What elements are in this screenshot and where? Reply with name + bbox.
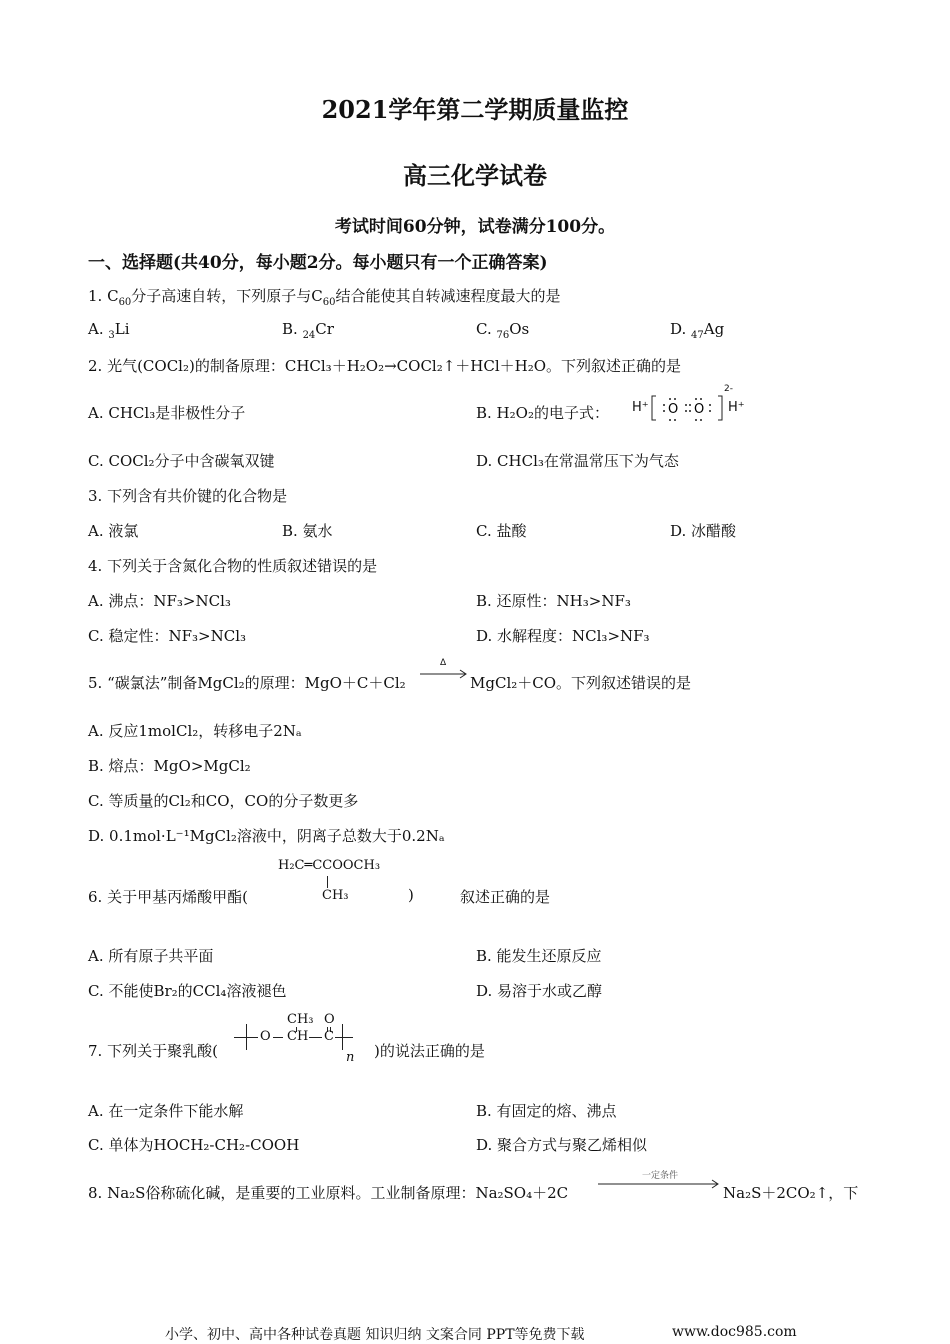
question-7-option-a: A. 在一定条件下能水解	[88, 1102, 244, 1120]
exam-subtitle: 高三化学试卷	[403, 161, 547, 190]
question-4-option-a: A. 沸点：NF₃>NCl₃	[88, 592, 231, 610]
question-6-stem-end: 叙述正确的是	[460, 888, 551, 906]
question-2-stem: 2. 光气(COCl₂)的制备原理：CHCl₃＋H₂O₂→COCl₂↑＋HCl＋H₂O。下列叙述正确的是	[88, 357, 682, 375]
question-4-option-c: C. 稳定性：NF₃>NCl₃	[88, 627, 247, 645]
question-6-option-c: C. 不能使Br₂的CCl₄溶液褪色	[88, 982, 287, 1000]
question-5-option-d: D. 0.1mol·L⁻¹MgCl₂溶液中，阴离子总数大于0.2Nₐ	[88, 827, 445, 845]
exam-title: 2021学年第二学期质量监控	[321, 95, 629, 124]
question-1-option-b: B. $_{24}$Cr	[282, 320, 334, 341]
question-1-option-c: C. $_{76}$Os	[476, 320, 530, 341]
heat-arrow: Δ	[420, 658, 468, 686]
question-5-stem-start: 5. “碳氯法”制备MgCl₂的原理：MgO＋C＋Cl₂	[88, 674, 406, 692]
question-3-option-a: A. 液氯	[88, 522, 139, 540]
question-5-option-b: B. 熔点：MgO>MgCl₂	[88, 757, 251, 775]
question-7-stem-start: 7. 下列关于聚乳酸(	[88, 1042, 218, 1060]
question-3-stem: 3. 下列含有共价键的化合物是	[88, 487, 288, 505]
peroxide-electron-formula: H⁺ O O 2- H⁺	[632, 390, 752, 426]
question-7-stem-end: )的说法正确的是	[374, 1042, 485, 1060]
question-2-option-d: D. CHCl₃在常温常压下为气态	[476, 452, 679, 470]
question-2-option-b: B. H₂O₂的电子式：	[476, 404, 609, 422]
polylactic-acid-structure: O CH₃ CH O C n	[232, 1012, 372, 1064]
exam-info: 考试时间60分钟，试卷满分100分。	[334, 217, 616, 237]
question-4-option-b: B. 还原性：NH₃>NF₃	[476, 592, 631, 610]
question-6-option-a: A. 所有原子共平面	[88, 947, 214, 965]
question-3-option-c: C. 盐酸	[476, 522, 527, 540]
condition-arrow: 一定条件	[598, 1168, 720, 1196]
question-4-stem: 4. 下列关于含氮化合物的性质叙述错误的是	[88, 557, 378, 575]
section-heading: 一、选择题(共40分，每小题2分。每小题只有一个正确答案)	[88, 253, 548, 273]
question-1-option-d: D. $_{47}$Ag	[670, 320, 725, 341]
svg-text:O: O	[694, 402, 705, 417]
question-5-option-a: A. 反应1molCl₂，转移电子2Nₐ	[88, 722, 302, 740]
question-2-option-c: C. COCl₂分子中含碳氧双键	[88, 452, 275, 470]
question-3-option-d: D. 冰醋酸	[670, 522, 737, 540]
question-2-option-a: A. CHCl₃是非极性分子	[88, 404, 246, 422]
question-8-stem-start: 8. Na₂S俗称硫化碱，是重要的工业原料。工业制备原理：Na₂SO₄＋2C	[88, 1184, 569, 1202]
question-6-option-b: B. 能发生还原反应	[476, 947, 602, 965]
question-6-stem-close: )	[408, 886, 414, 904]
svg-text:O: O	[668, 402, 679, 417]
question-7-option-c: C. 单体为HOCH₂-CH₂-COOH	[88, 1136, 300, 1154]
question-5-option-c: C. 等质量的Cl₂和CO，CO的分子数更多	[88, 792, 359, 810]
footer-url[interactable]: www.doc985.com	[672, 1324, 797, 1340]
question-8-stem-end: Na₂S＋2CO₂↑，下	[723, 1184, 859, 1202]
question-3-option-b: B. 氨水	[282, 522, 333, 540]
question-4-option-d: D. 水解程度：NCl₃>NF₃	[476, 627, 650, 645]
question-6-option-d: D. 易溶于水或乙醇	[476, 982, 603, 1000]
question-7-option-b: B. 有固定的熔、沸点	[476, 1102, 617, 1120]
question-7-option-d: D. 聚合方式与聚乙烯相似	[476, 1136, 648, 1154]
question-1-option-a: A. $_3$Li	[88, 320, 130, 341]
question-5-stem-end: MgCl₂＋CO。下列叙述错误的是	[470, 674, 692, 692]
question-1-stem: 1. $C_{60}$分子高速自转，下列原子与$C_{60}$结合能使其自转减速程度最大的是	[88, 287, 561, 308]
question-6-stem-start: 6. 关于甲基丙烯酸甲酯(	[88, 888, 248, 906]
methyl-methacrylate-structure: H₂C═CCOOCH₃ CH₃	[278, 858, 381, 903]
footer-text: 小学、初中、高中各种试卷真题 知识归纳 文案合同 PPT等免费下载	[165, 1327, 585, 1343]
